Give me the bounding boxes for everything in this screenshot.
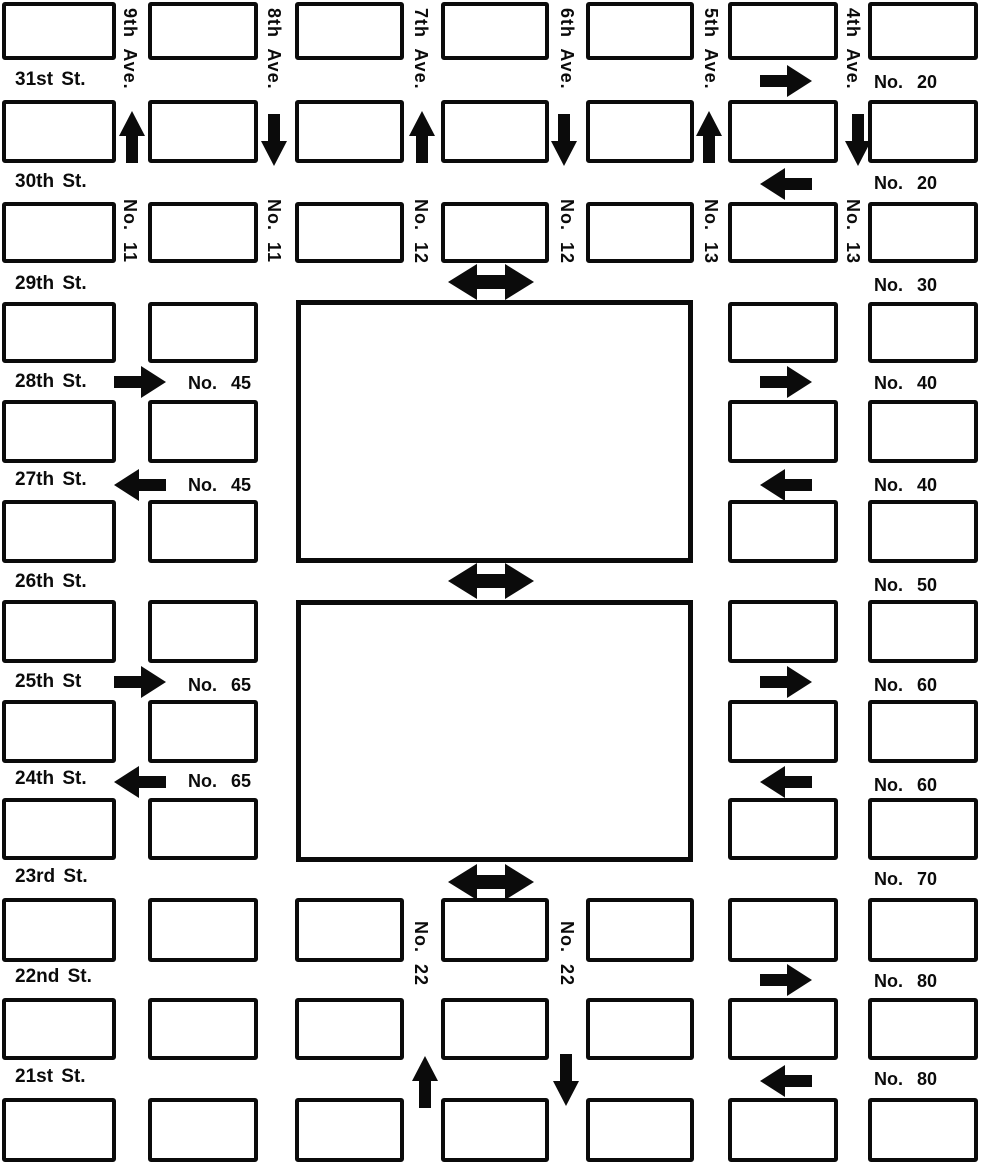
arrow-west-icon [113, 765, 167, 799]
city-block [868, 302, 978, 363]
city-block [441, 2, 549, 60]
route-label-no60-25th: No. 60 [874, 675, 938, 695]
street-label-22nd: 22nd St. [15, 966, 92, 987]
arrow-north-icon [407, 110, 437, 164]
arrow-west-icon [759, 167, 813, 201]
route-label-no12-6th: No. 12 [557, 199, 577, 265]
route-label-no20-30th: No. 20 [874, 173, 938, 193]
city-block [868, 898, 978, 962]
city-block [2, 700, 116, 763]
avenue-label-9th: 9th Ave. [120, 8, 140, 90]
city-block [868, 600, 978, 663]
city-block [441, 998, 549, 1060]
city-block [148, 600, 258, 663]
route-label-no30-29th: No. 30 [874, 275, 938, 295]
city-block [728, 700, 838, 763]
arrow-two-way-icon [447, 262, 535, 302]
city-block [295, 1098, 404, 1162]
city-block [148, 500, 258, 563]
arrow-south-icon [551, 1053, 581, 1107]
arrow-two-way-icon [447, 862, 535, 902]
arrow-east-icon [759, 365, 813, 399]
arrow-south-icon [843, 113, 873, 167]
city-block [586, 898, 694, 962]
city-block [148, 302, 258, 363]
city-block [868, 1098, 978, 1162]
city-block [868, 700, 978, 763]
route-label-no50-26th: No. 50 [874, 575, 938, 595]
route-label-no22-7th: No. 22 [411, 921, 431, 987]
city-block [441, 202, 549, 263]
city-block [728, 500, 838, 563]
city-block [728, 898, 838, 962]
street-label-28th: 28th St. [15, 371, 87, 392]
route-label-no40-27th: No. 40 [874, 475, 938, 495]
route-label-no60-24th: No. 60 [874, 775, 938, 795]
city-block [2, 302, 116, 363]
city-block [2, 400, 116, 463]
route-label-no40-28th: No. 40 [874, 373, 938, 393]
route-label-no65-25th: No. 65 [188, 675, 252, 695]
street-label-29th: 29th St. [15, 273, 87, 294]
city-block [148, 1098, 258, 1162]
city-block [586, 100, 694, 163]
street-label-30th: 30th St. [15, 171, 87, 192]
city-block [586, 998, 694, 1060]
city-block [586, 202, 694, 263]
city-block [728, 600, 838, 663]
city-block [148, 400, 258, 463]
route-label-no70-23rd: No. 70 [874, 869, 938, 889]
arrow-west-icon [759, 468, 813, 502]
city-block [2, 798, 116, 860]
city-block [148, 100, 258, 163]
street-label-31st: 31st St. [15, 69, 86, 90]
city-block [586, 2, 694, 60]
route-label-no13-4th: No. 13 [843, 199, 863, 265]
avenue-label-8th: 8th Ave. [264, 8, 284, 90]
arrow-north-icon [410, 1055, 440, 1109]
city-block [441, 100, 549, 163]
superblock [296, 300, 693, 563]
city-block [2, 1098, 116, 1162]
route-label-no12-7th: No. 12 [411, 199, 431, 265]
city-block [2, 898, 116, 962]
route-label-no80-21st: No. 80 [874, 1069, 938, 1089]
route-label-no45-27th: No. 45 [188, 475, 252, 495]
city-block [728, 2, 838, 60]
city-block [586, 1098, 694, 1162]
arrow-north-icon [117, 110, 147, 164]
street-label-23rd: 23rd St. [15, 866, 88, 887]
city-block [868, 400, 978, 463]
city-block [2, 100, 116, 163]
city-block [728, 302, 838, 363]
city-block [295, 202, 404, 263]
route-label-no11-8th: No. 11 [264, 199, 284, 264]
street-label-26th: 26th St. [15, 571, 87, 592]
city-block [295, 898, 404, 962]
avenue-label-7th: 7th Ave. [411, 8, 431, 90]
city-block [2, 600, 116, 663]
arrow-east-icon [759, 64, 813, 98]
street-label-24th: 24th St. [15, 768, 87, 789]
street-label-27th: 27th St. [15, 469, 87, 490]
street-label-21st: 21st St. [15, 1066, 86, 1087]
route-label-no80-22nd: No. 80 [874, 971, 938, 991]
avenue-label-6th: 6th Ave. [557, 8, 577, 90]
route-label-no65-24th: No. 65 [188, 771, 252, 791]
street-label-25th: 25th St [15, 671, 82, 692]
city-block [2, 202, 116, 263]
city-block [868, 798, 978, 860]
route-label-no22-6th: No. 22 [557, 921, 577, 987]
city-block [728, 100, 838, 163]
route-label-no45-28th: No. 45 [188, 373, 252, 393]
city-block [148, 998, 258, 1060]
superblock [296, 600, 693, 862]
city-block [148, 798, 258, 860]
city-block [148, 202, 258, 263]
arrow-east-icon [113, 365, 167, 399]
city-block [295, 998, 404, 1060]
route-label-no20-31st: No. 20 [874, 72, 938, 92]
city-block [728, 998, 838, 1060]
avenue-label-5th: 5th Ave. [701, 8, 721, 90]
city-block [295, 2, 404, 60]
arrow-east-icon [759, 963, 813, 997]
city-block [148, 2, 258, 60]
city-block [441, 1098, 549, 1162]
city-block [868, 100, 978, 163]
city-block [2, 500, 116, 563]
arrow-south-icon [259, 113, 289, 167]
city-block [2, 998, 116, 1060]
city-block [868, 202, 978, 263]
city-block [728, 202, 838, 263]
arrow-west-icon [759, 1064, 813, 1098]
city-block [868, 998, 978, 1060]
city-block [148, 898, 258, 962]
route-label-no13-5th: No. 13 [701, 199, 721, 265]
city-block [2, 2, 116, 60]
arrow-west-icon [759, 765, 813, 799]
city-block [441, 898, 549, 962]
city-block [728, 400, 838, 463]
arrow-south-icon [549, 113, 579, 167]
arrow-west-icon [113, 468, 167, 502]
city-block [868, 500, 978, 563]
route-label-no11-9th: No. 11 [120, 199, 140, 264]
arrow-two-way-icon [447, 561, 535, 601]
city-block [148, 700, 258, 763]
city-block [295, 100, 404, 163]
city-block [868, 2, 978, 60]
city-block [728, 798, 838, 860]
arrow-east-icon [113, 665, 167, 699]
arrow-north-icon [694, 110, 724, 164]
avenue-label-4th: 4th Ave. [843, 8, 863, 90]
arrow-east-icon [759, 665, 813, 699]
city-block [728, 1098, 838, 1162]
